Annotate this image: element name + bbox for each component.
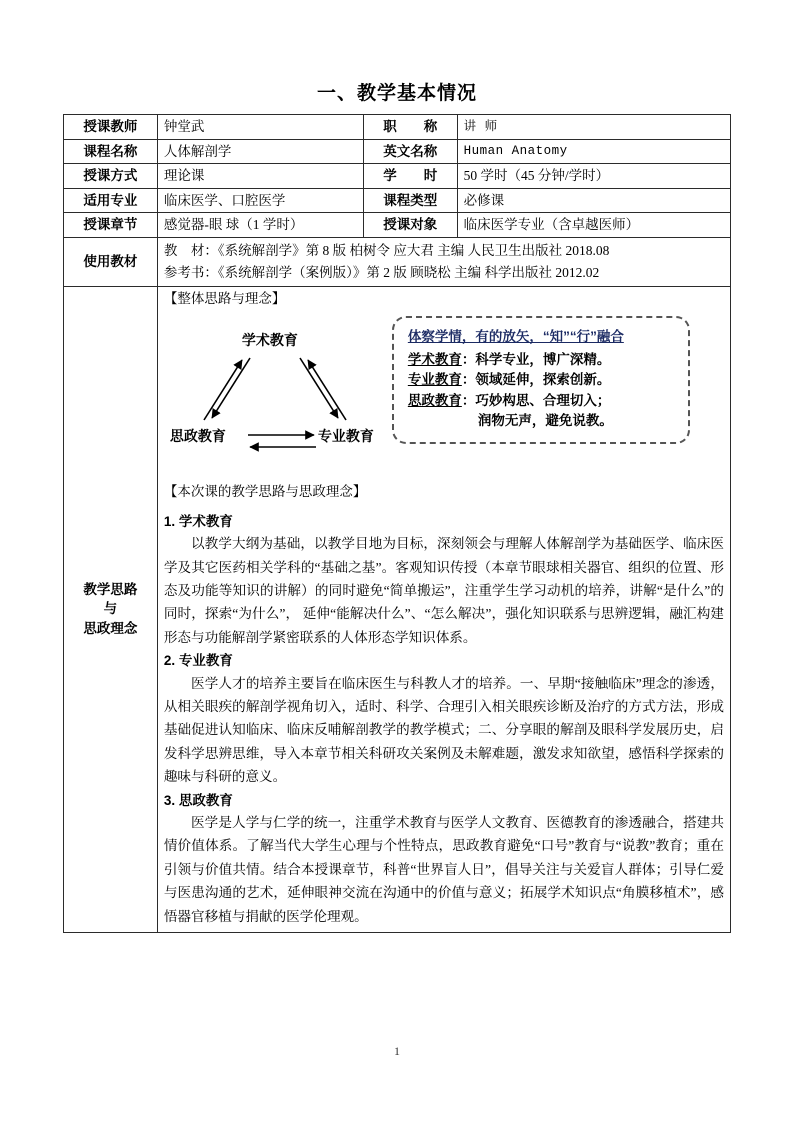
row-value-english-name: Human Anatomy (457, 139, 730, 164)
item-paragraph-professional: 医学人才的培养主要旨在临床医生与科教人才的培养。一、早期“接触临床”理念的渗透，从相关眼疾的解剖学视角切入，适时、科学、合理引入相关眼疾诊断及治疗的方式方法，形成基础促进认知临床、临床反哺解剖教学的教学模式；二、分享眼的解剖及眼科学发展历史，启发科学思辨思维，导入本章节相关科研攻关案例及未解难题，激发求知欲望，感悟科学探索的趣味与科研的意义。 (163, 675, 724, 785)
page-title: 一、教学基本情况 (316, 83, 477, 104)
arrow-right-down (300, 358, 338, 418)
triangle-diagram (170, 328, 420, 458)
table-row (64, 188, 731, 213)
overall-idea-heading: 【整体思路与理念】 (163, 290, 286, 306)
callout-text-academic: ：科学专业，博广深精。 (461, 351, 611, 367)
table-row-textbook (64, 237, 731, 286)
table-row (64, 139, 731, 164)
row-value-course-name: 人体解剖学 (157, 139, 363, 164)
idea-diagram-row (164, 312, 724, 474)
callout-line-ideological-cont (408, 411, 678, 432)
textbook-line-main: 教 材：《系统解剖学》第 8 版 柏树令 应大君 主编 人民卫生出版社 2018.08 (163, 242, 610, 258)
diagram-node-academic: 学术教育 (241, 332, 298, 349)
row-label-teaching-idea (64, 286, 158, 932)
row-label-teaching-mode: 授课方式 (64, 164, 158, 189)
row-value-chapter: 感觉器-眼 球（1 学时） (157, 213, 363, 238)
row-label-textbook: 使用教材 (64, 237, 158, 286)
row-value-teaching-mode: 理论课 (157, 164, 363, 189)
arrow-left-up (204, 360, 242, 420)
row-value-course-type: 必修课 (457, 188, 730, 213)
textbook-line-reference: 参考书：《系统解剖学（案例版）》第 2 版 顾晓松 主编 科学出版社 2012.02 (163, 264, 600, 280)
row-value-title: 讲 师 (457, 115, 730, 140)
row-label-chapter: 授课章节 (64, 213, 158, 238)
teaching-idea-content (157, 286, 730, 932)
callout-title: 体察学情，有的放矢，“知”“行”融合 (407, 329, 624, 345)
diagram-node-ideological: 思政教育 (169, 428, 226, 445)
item-heading-professional: 2. 专业教育 (163, 653, 233, 669)
callout-text-ideological: ：巧妙构思、合理切入； (461, 392, 611, 408)
row-label-course-type: 课程类型 (363, 188, 457, 213)
callout-label-ideological: 思政教育 (407, 392, 462, 408)
row-value-class-hours: 50 学时（45 分钟/学时） (457, 164, 730, 189)
item-heading-ideological: 3. 思政教育 (163, 792, 233, 808)
callout-label-professional: 专业教育 (407, 372, 462, 388)
row-label-course-name: 课程名称 (64, 139, 158, 164)
idea-callout-box (392, 316, 690, 444)
idea-label-line-1: 教学思路 (83, 581, 138, 597)
item-heading-academic: 1. 学术教育 (163, 513, 233, 529)
row-label-title: 职 称 (363, 115, 457, 140)
item-paragraph-academic: 以教学大纲为基础，以教学目地为目标，深刻领会与理解人体解剖学为基础医学、临床医学及其它医药相关学科的“基础之基”。客观知识传授（本章节眼球相关器官、组织的位置、形态及功能等知识的讲解）的同时避免“简单搬运”，注重学生学习动机的培养，讲解“是什么”的同时，探索“为什么”， 延伸“能解决什么”、“怎么解决”，强化知识联系与思辨逻辑，融汇构建形态与功能解剖学紧密联系的人体形态学知识体系。 (163, 536, 724, 645)
table-row-teaching-idea (64, 286, 731, 932)
arrow-right-up (308, 360, 346, 420)
row-value-teacher: 钟堂武 (157, 115, 363, 140)
callout-line-ideological (408, 391, 678, 412)
page-number: 1 (394, 1044, 400, 1058)
callout-line-academic (408, 350, 678, 371)
callout-text-professional: ：领域延伸，探索创新。 (461, 372, 611, 388)
row-value-audience: 临床医学专业（含卓越医师） (457, 213, 730, 238)
idea-label-line-2: 与 (103, 601, 118, 617)
arrow-left-down (212, 358, 250, 418)
table-row (64, 164, 731, 189)
item-paragraph-ideological: 医学是人学与仁学的统一，注重学术教育与医学人文教育、医德教育的渗透融合，搭建共情价值体系。了解当代大学生心理与个性特点，思政教育避免“口号”教育与“说教”教育；重在引领与价值共情。结合本授课章节，科普“世界盲人日”，倡导关注与关爱盲人群体；引导仁爱与医患沟通的艺术，延伸眼神交流在沟通中的价值与意义；拓展学术知识点“角膜移植术”，感悟器官移植与捐献的医学伦理观。 (163, 815, 724, 924)
table-body (64, 115, 731, 933)
row-label-class-hours: 学 时 (363, 164, 457, 189)
table-row (64, 115, 731, 140)
row-label-teacher: 授课教师 (64, 115, 158, 140)
row-label-audience: 授课对象 (363, 213, 457, 238)
teaching-info-table (63, 114, 731, 933)
row-value-textbook (157, 237, 730, 286)
callout-line-professional (408, 370, 678, 391)
diagram-node-professional: 专业教育 (317, 428, 374, 445)
row-label-major: 适用专业 (64, 188, 158, 213)
row-value-major: 临床医学、口腔医学 (157, 188, 363, 213)
callout-label-academic: 学术教育 (407, 351, 462, 367)
table-row (64, 213, 731, 238)
lesson-idea-heading: 【本次课的教学思路与思政理念】 (163, 484, 367, 500)
idea-label-line-3: 思政理念 (83, 621, 138, 637)
callout-text-ideological-cont: 润物无声，避免说教。 (477, 413, 613, 429)
row-label-english-name: 英文名称 (363, 139, 457, 164)
